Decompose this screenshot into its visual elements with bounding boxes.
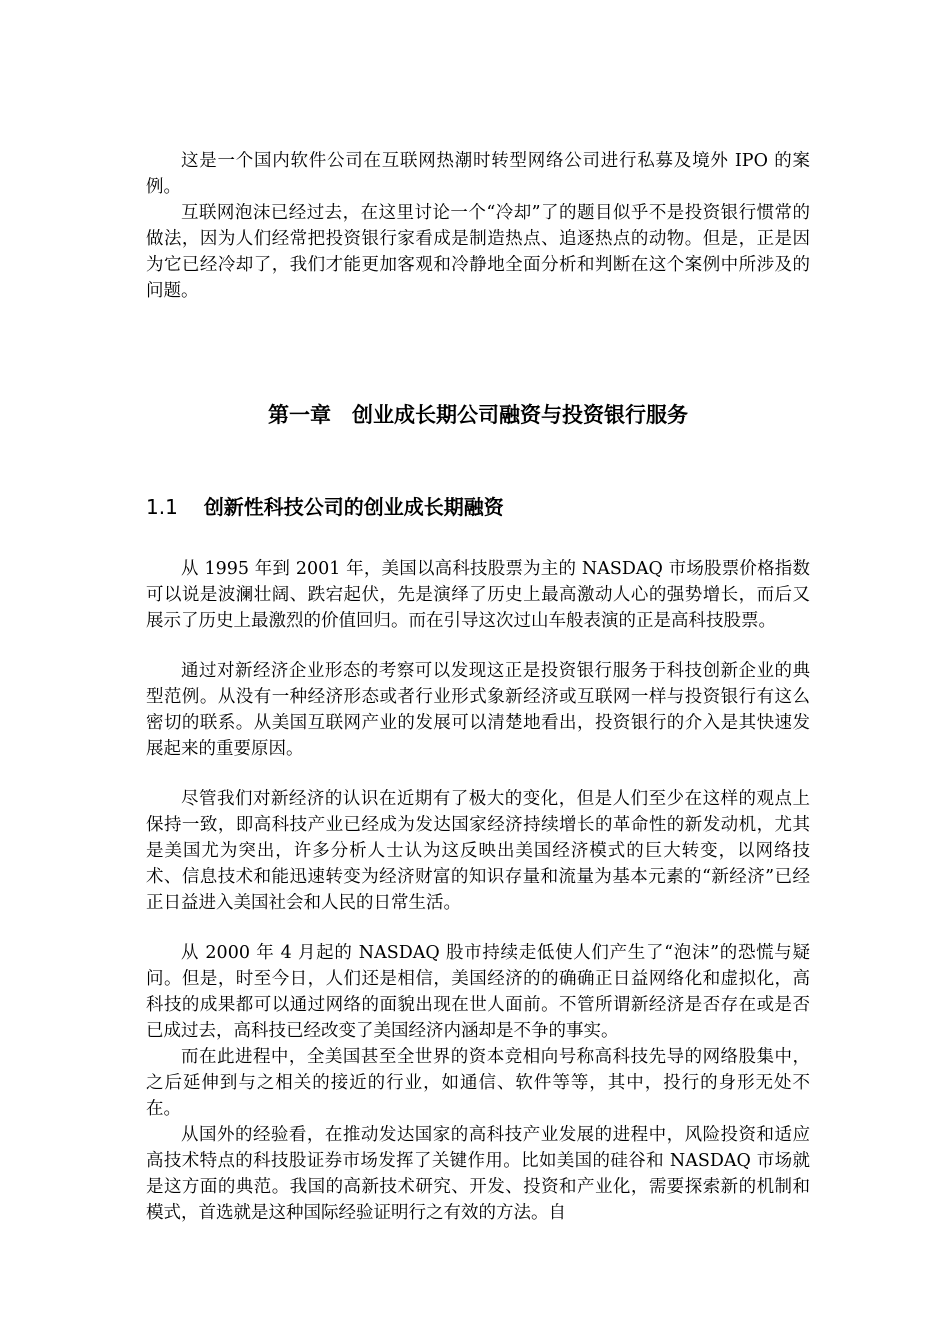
body-paragraph-4: 从 2000 年 4 月起的 NASDAQ 股市持续走低使人们产生了“泡沫”的恐慌与疑问。但是，时至今日，人们还是相信，美国经济的的确确正日益网络化和虚拟化，高科技的成果都可以通过网络的面貌出现在世人面前。不管所谓新经济是否存在或是否已成过去，高科技已经改变了美国经济内涵却是不争的事实。 xyxy=(146,943,810,1041)
body-paragraph-6: 从国外的经验看，在推动发达国家的高科技产业发展的进程中，风险投资和适应高技术特点的科技股证券市场发挥了关键作用。比如美国的硅谷和 NASDAQ 市场就是这方面的典范。我国的高新技术研究、开发、投资和产业化，需要探索新的机制和模式，首选就是这种国际经验证明行之有效的方法。自 xyxy=(146,1125,810,1223)
intro-paragraph-1: 这是一个国内软件公司在互联网热潮时转型网络公司进行私募及境外 IPO 的案例。 xyxy=(146,151,810,197)
section-heading xyxy=(146,492,810,522)
body-paragraph-2: 通过对新经济企业形态的考察可以发现这正是投资银行服务于科技创新企业的典型范例。从没有一种经济形态或者行业形式象新经济或互联网一样与投资银行有这么密切的联系。从美国互联网产业的发展可以清楚地看出，投资银行的介入是其快速发展起来的重要原因。 xyxy=(146,661,810,759)
intro-paragraph-2: 互联网泡沫已经过去，在这里讨论一个“冷却”了的题目似乎不是投资银行惯常的做法，因为人们经常把投资银行家看成是制造热点、追逐热点的动物。但是，正是因为它已经冷却了，我们才能更加客观和冷静地全面分析和判断在这个案例中所涉及的问题。 xyxy=(146,203,810,301)
body-paragraph-5: 而在此进程中，全美国甚至全世界的资本竞相向号称高科技先导的网络股集中，之后延伸到与之相关的接近的行业，如通信、软件等等，其中，投行的身形无处不在。 xyxy=(146,1047,810,1119)
section-number: 1.1 xyxy=(146,495,178,519)
body-paragraph-3: 尽管我们对新经济的认识在近期有了极大的变化，但是人们至少在这样的观点上保持一致，即高科技产业已经成为发达国家经济持续增长的革命性的新发动机，尤其是美国尤为突出，许多分析人士认为这反映出美国经济模式的巨大转变，以网络技术、信息技术和能迅速转变为经济财富的知识存量和流量为基本元素的“新经济”已经正日益进入美国社会和人民的日常生活。 xyxy=(146,789,810,913)
section-title: 创新性科技公司的创业成长期融资 xyxy=(203,495,504,519)
body-paragraph-1: 从 1995 年到 2001 年，美国以高科技股票为主的 NASDAQ 市场股票价格指数可以说是波澜壮阔、跌宕起伏，先是演绎了历史上最高激动人心的强势增长，而后又展示了历史上最激烈的价值回归。而在引导这次过山车般表演的正是高科技股票。 xyxy=(146,559,810,631)
chapter-title: 第一章 创业成长期公司融资与投资银行服务 xyxy=(268,402,688,427)
document-page xyxy=(146,148,810,1226)
